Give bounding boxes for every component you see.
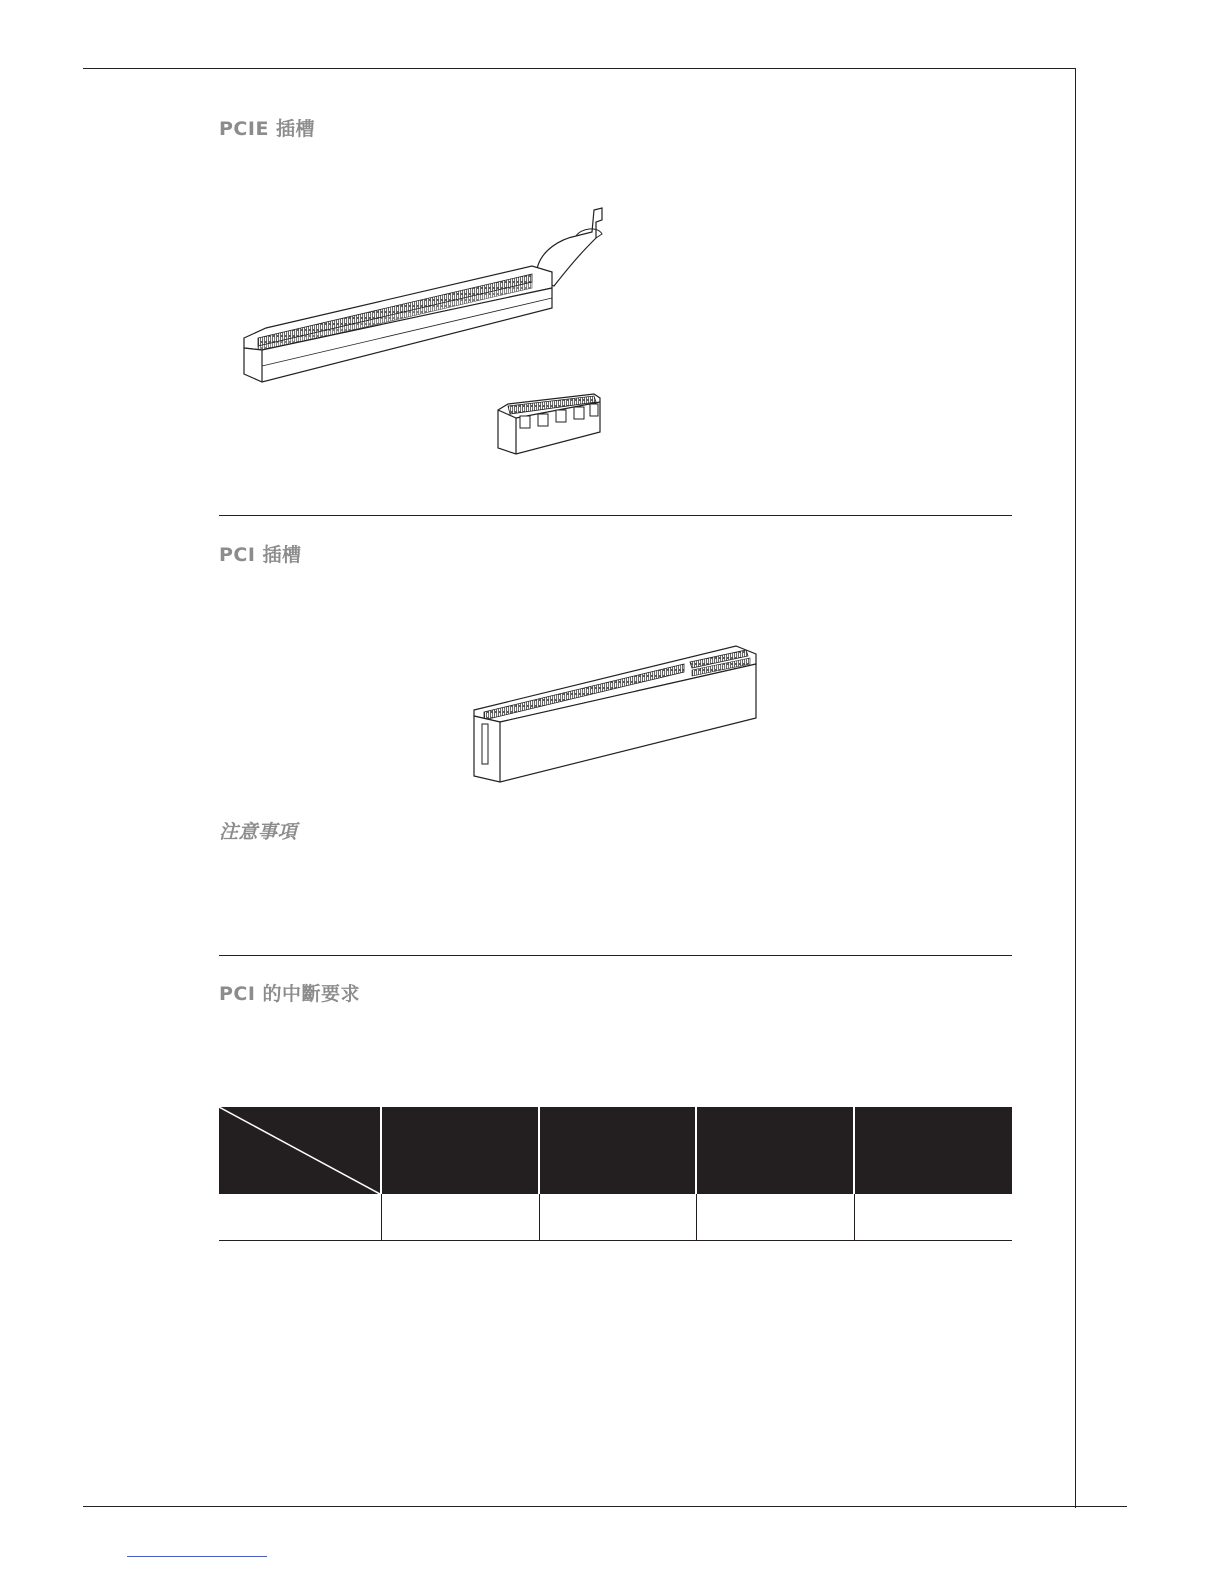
pci-slot-heading: PCI 插槽	[219, 544, 302, 566]
section-divider-1	[219, 515, 1012, 516]
footer-link-underline[interactable]	[127, 1556, 267, 1557]
pci-irq-routing-table	[219, 1107, 1012, 1241]
top-rule	[83, 68, 1076, 69]
table-header-row	[219, 1107, 1012, 1194]
pcie-x1-slot-illustration	[494, 388, 606, 460]
table-cell	[854, 1194, 1012, 1241]
pci-irq-heading: PCI 的中斷要求	[219, 983, 361, 1005]
notice-heading: 注意事項	[219, 821, 298, 843]
pci-slot-illustration	[470, 640, 766, 786]
table-header-cell	[381, 1107, 539, 1194]
right-rule	[1075, 68, 1076, 1508]
section-divider-2	[219, 955, 1012, 956]
pcie-slot-heading: PCIE 插槽	[219, 118, 316, 140]
table-cell	[381, 1194, 539, 1241]
table-row	[219, 1194, 1012, 1241]
table-header-cell	[854, 1107, 1012, 1194]
table-header-corner-cell	[219, 1107, 381, 1194]
table-header-cell	[696, 1107, 854, 1194]
bottom-rule	[83, 1506, 1127, 1507]
table-cell	[539, 1194, 696, 1241]
table-cell	[696, 1194, 854, 1241]
table-header-cell	[539, 1107, 696, 1194]
pcie-x16-slot-illustration	[236, 198, 616, 388]
table-cell	[219, 1194, 381, 1241]
diagonal-split-line	[219, 1107, 380, 1194]
